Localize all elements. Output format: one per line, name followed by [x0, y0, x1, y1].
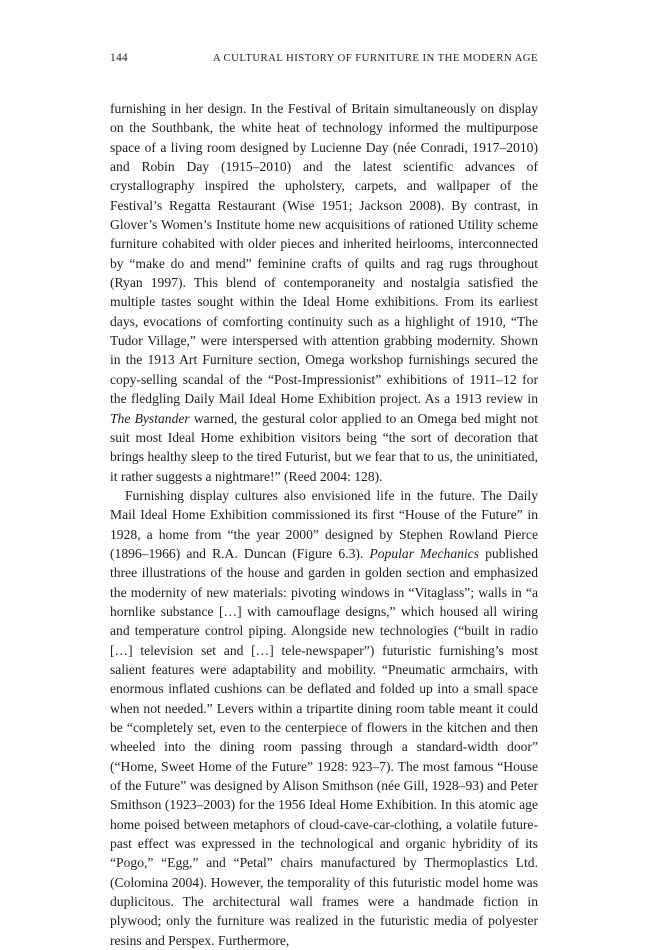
journal-title: Popular Mechanics	[369, 545, 480, 561]
text-run: warned, the gestural color applied to an Omega bed might not suit most Ideal Home exhibition visitors being “the sort of decoration that brings healthy sleep to the tired Futurist, but we fear that to us, the uninitiated, it rather suggests a nightmare!” (Reed 2004: 128).	[110, 410, 538, 484]
paragraph	[110, 486, 538, 950]
body-text	[110, 99, 538, 950]
page-number: 144	[110, 52, 128, 64]
running-title: A CULTURAL HISTORY OF FURNITURE IN THE MODERN AGE	[212, 52, 538, 64]
text-run: published three illustrations of the house and garden in golden section and emphasized the modernity of new materials: pivoting windows in “Vitaglass”; walls in “a hornlike substance […] with camouflage designs,” which housed all wiring and temperature control piping. Alongside new technologies (“built in radio […] television set and […] tele-newspaper”) futuristic furnishing’s most salient features were adaptability and mobility. “Pneumatic armchairs, with enormous inflated cushions can be deflated and folded up into a small space when not needed.” Levers within a tripartite dining room table meant it could be “completely set, even to the centerpiece of flowers in the kitchen and then wheeled into the dining room passing through a standard-width door” (“Home, Sweet Home of the Future” 1928: 923–7). The most famous “House of the Future” was designed by Alison Smithson (née Gill, 1928–93) and Peter Smithson (1923–2003) for the 1956 Ideal Home Exhibition. In this atomic age home poised between metaphors of cloud-cave-car-clothing, a volatile future-past effect was expressed in the technological and organic hybridity of its “Pogo,” “Egg,” and “Petal” chairs manufactured by Thermoplastics Ltd. (Colomina 2004). However, the temporality of this futuristic model home was duplicitous. The architectural wall frames were a handmade fiction in plywood; only the furniture was realized in the futuristic media of polyester resins and Perspex. Furthermore,	[110, 545, 538, 948]
text-run: Furnishing display cultures also envisioned life in the future. The Daily Mail Ideal Home Exhibition commissioned its first “House of the Future” in 1928, a home from “the year 2000” designed by Stephen Rowland Pierce (1896–1966) and R.A. Duncan (Figure 6.3).	[110, 487, 538, 561]
text-run: furnishing in her design. In the Festival of Britain simultaneously on display on the Southbank, the white heat of technology informed the multipurpose space of a living room designed by Lucienne Day (née Conradi, 1917–2010) and Robin Day (1915–2010) and the latest scientific advances of crystallography inspired the upholstery, carpets, and wallpaper of the Festival’s Regatta Restaurant (Wise 1951; Jackson 2008). By contrast, in Glover’s Women’s Institute home new acquisitions of rationed Utility scheme furniture cohabited with older pieces and inherited heirlooms, interconnected by “make do and mend” feminine crafts of quilts and rag rugs throughout (Ryan 1997). This blend of contemporaneity and nostalgia satisfied the multiple tastes sought within the Ideal Home exhibitions. From its earliest days, evocations of comforting continuity such as a highlight of 1910, “The Tudor Village,” were interspersed with attention grabbing modernity. Shown in the 1913 Art Furniture section, Omega workshop furnishings secured the copy-selling scandal of the “Post-Impressionist” exhibitions of 1911–12 for the fledgling Daily Mail Ideal Home Exhibition project. As a 1913 review in	[110, 101, 538, 407]
paragraph	[110, 99, 538, 486]
running-header	[110, 52, 538, 68]
journal-title: The Bystander	[110, 410, 190, 426]
